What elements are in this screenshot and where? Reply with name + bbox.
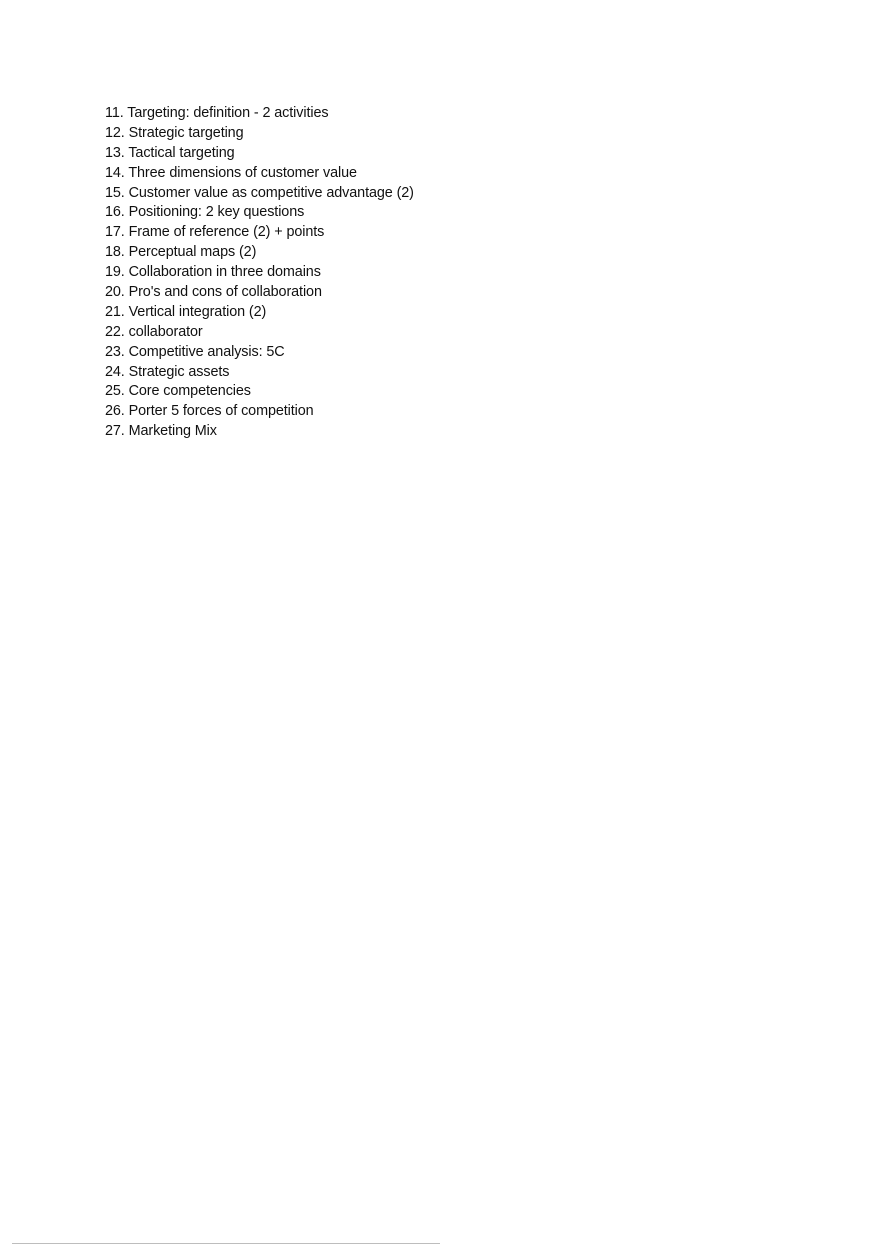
list-item: 25. Core competencies: [105, 383, 251, 400]
list-item: 17. Frame of reference (2) + points: [105, 224, 325, 241]
list-item: 22. collaborator: [105, 323, 203, 340]
list-item: 19. Collaboration in three domains: [105, 264, 321, 281]
list-item: 15. Customer value as competitive advantage (2): [105, 184, 414, 201]
list-item: 16. Positioning: 2 key questions: [105, 204, 305, 221]
list-item: 23. Competitive analysis: 5C: [105, 343, 285, 360]
list-item: 27. Marketing Mix: [105, 423, 217, 440]
list-item: 14. Three dimensions of customer value: [105, 164, 357, 181]
list-item: 13. Tactical targeting: [105, 144, 235, 161]
footer-divider: [12, 1243, 440, 1244]
list-item: 26. Porter 5 forces of competition: [105, 403, 314, 420]
list-item: 11. Targeting: definition - 2 activities: [105, 105, 329, 121]
topic-list: [105, 104, 414, 442]
list-item: 21. Vertical integration (2): [105, 303, 267, 320]
list-item: 18. Perceptual maps (2): [105, 244, 257, 261]
list-item: 12. Strategic targeting: [105, 124, 244, 141]
list-item: 24. Strategic assets: [105, 363, 230, 380]
list-item: 20. Pro's and cons of collaboration: [105, 284, 322, 301]
